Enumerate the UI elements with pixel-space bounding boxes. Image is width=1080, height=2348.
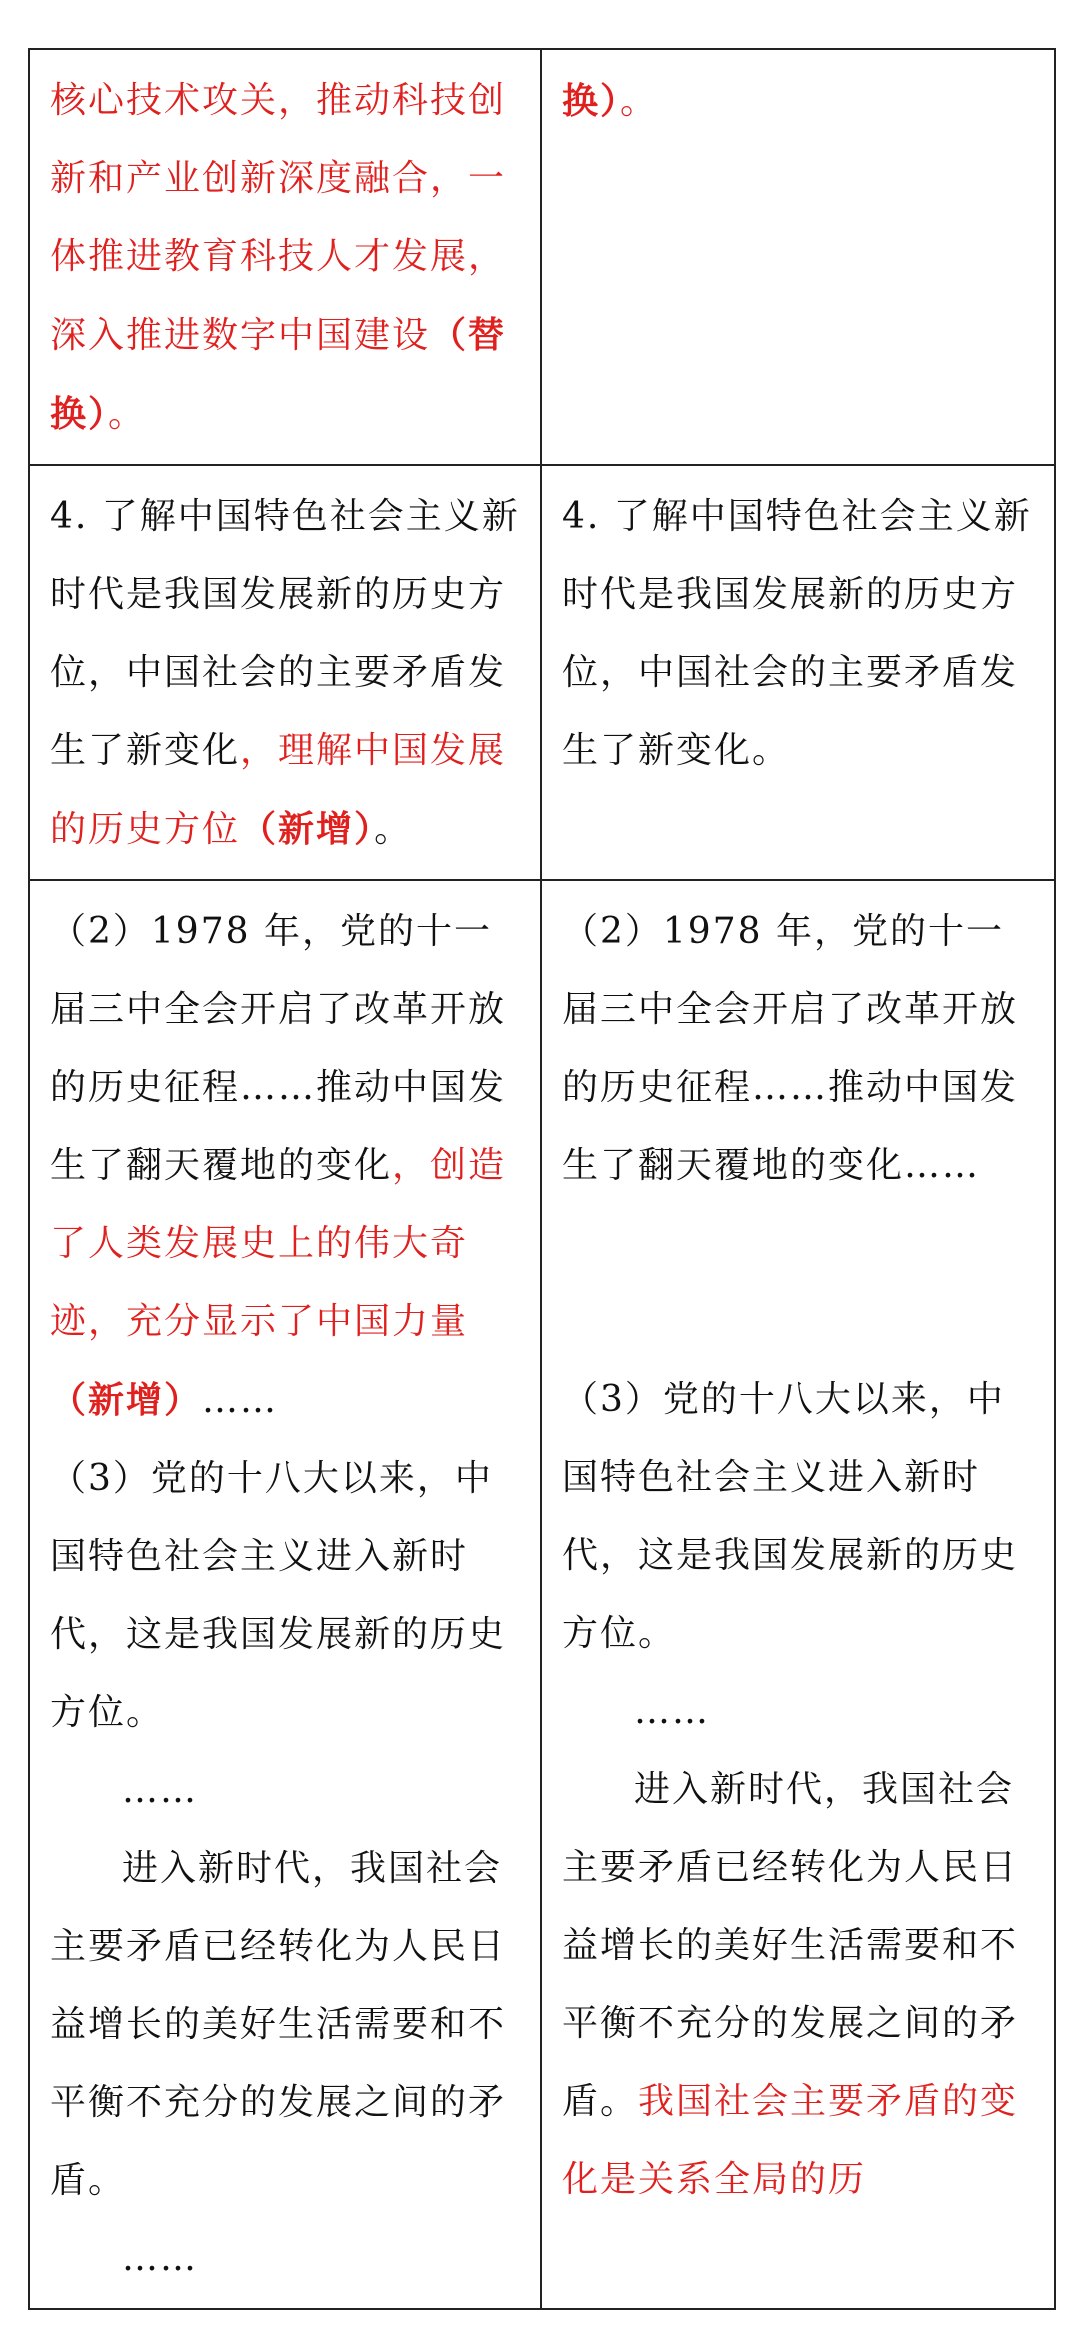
sentence-end: 。 — [620, 81, 659, 122]
paragraph-3: 进入新时代，我国社会主要矛盾已经转化为人民日益增长的美好生活需要和不平衡不充分的发展之间的矛盾。 — [50, 1848, 507, 2201]
paragraph-1 — [50, 893, 522, 1440]
table-cell-right — [541, 465, 1055, 880]
ellipsis-line: …… — [122, 2238, 198, 2279]
table-row — [29, 49, 1055, 465]
body-text: （2）1978 年，党的十一届三中全会开启了改革开放的历史征程……推动中国发生了翻天覆地的变化 — [50, 911, 507, 1186]
change-tag: 换 — [562, 80, 601, 122]
spacer — [562, 1205, 1036, 1361]
ellipsis: …… — [202, 1380, 279, 1421]
table-cell-right — [541, 49, 1055, 465]
table-row — [29, 880, 1055, 2309]
change-tag: 新增 — [88, 1379, 165, 1421]
sentence-end: 。 — [108, 394, 147, 435]
highlight-text: ，理解中国发展的历史方位 — [50, 730, 507, 850]
ellipsis-line: …… — [122, 1770, 198, 1811]
change-tag: 替换 — [50, 314, 507, 435]
sentence-end: 。 — [374, 809, 413, 850]
paren-close: ） — [600, 80, 621, 122]
table-row — [29, 465, 1055, 880]
paren-close: ） — [164, 1379, 203, 1421]
table-cell-left — [29, 880, 541, 2309]
paragraph-2: （3）党的十八大以来，中国特色社会主义进入新时代，这是我国发展新的历史方位。 — [50, 1458, 507, 1733]
paren-close: ） — [354, 808, 375, 850]
highlight-text: 核心技术攻关，推动科技创新和产业创新深度融合，一体推进教育科技人才发展，深入推进数字中国建设 — [50, 80, 507, 356]
table-cell-right — [541, 880, 1055, 2309]
highlight-text: 我国社会主要矛盾的变化是关系全局的历 — [562, 2081, 1019, 2200]
paren-open: （ — [430, 314, 469, 356]
body-text: 4. 了解中国特色社会主义新时代是我国发展新的历史方位，中国社会的主要矛盾发生了新变化 — [50, 496, 520, 771]
comparison-table — [28, 48, 1056, 2310]
body-text: 进入新时代，我国社会主要矛盾已经转化为人民日益增长的美好生活需要和不平衡不充分的发展之间的矛盾。 — [562, 1769, 1019, 2122]
table-cell-left — [29, 49, 541, 465]
change-tag: 新增 — [278, 808, 355, 850]
paren-open: （ — [50, 1379, 89, 1421]
highlight-text: ，创造了人类发展史上的伟大奇迹，充分显示了中国力量 — [50, 1145, 507, 1342]
paren-open: （ — [240, 808, 279, 850]
body-text: 4. 了解中国特色社会主义新时代是我国发展新的历史方位，中国社会的主要矛盾发生了新变化。 — [562, 496, 1032, 771]
ellipsis-line: …… — [634, 1691, 710, 1732]
paragraph-1: （2）1978 年，党的十一届三中全会开启了改革开放的历史征程……推动中国发生了翻天覆地的变化…… — [562, 911, 1019, 1186]
paragraph-3 — [562, 1751, 1036, 2219]
paren-close: ） — [88, 393, 109, 435]
paragraph-2: （3）党的十八大以来，中国特色社会主义进入新时代，这是我国发展新的历史方位。 — [562, 1379, 1019, 1654]
table-cell-left — [29, 465, 541, 880]
